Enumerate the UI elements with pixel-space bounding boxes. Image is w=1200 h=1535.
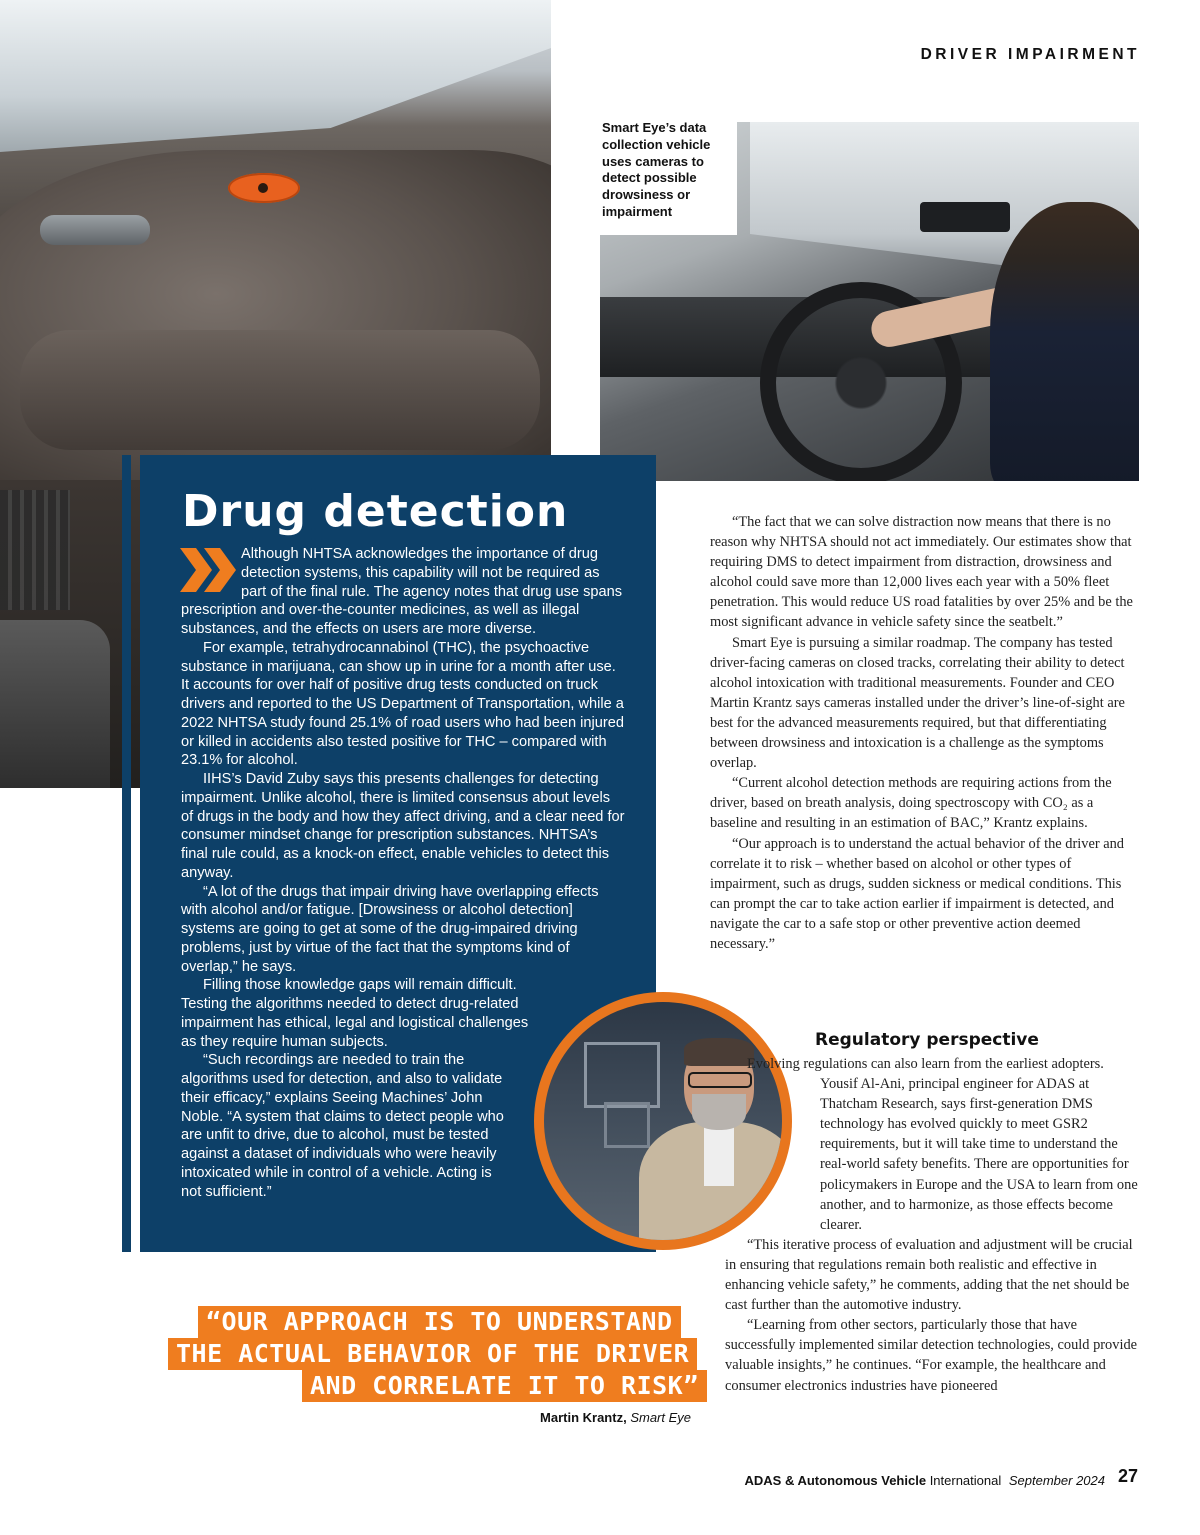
keypad xyxy=(0,490,70,610)
pull-quote-line: THE ACTUAL BEHAVIOR OF THE DRIVER xyxy=(168,1338,697,1370)
body-paragraph: “The fact that we can solve distraction now means that there is no reason why NHTSA should not act immediately. Our estimates show that requiring DMS to detect impairment from distraction, drowsiness and alcohol could save more than 12,000 lives each year with a 50% fleet penetration. This would reduce US road fatalities by over 25% and be the most significant advance in vehicle safety since the seatbelt.” xyxy=(710,514,1133,631)
body-paragraph: Evolving regulations can also learn from the earliest adopters. Yousif Al-Ani, principal engineer for ADAS at Thatcham Research, says first-generation DMS technology has evolved quickly to meet GSR2 requirements, but it will take time to understand the real-world safety benefits. There are opportunities for policymakers in Europe and the USA to learn from one another, and to harmonize, as those effects become clearer. xyxy=(747,1056,1138,1233)
body-paragraph: “This iterative process of evaluation and adjustment will be crucial in ensuring that regulations remain both realistic and effective in enhancing vehicle safety,” he comments, adding that the net should be cast further than the automotive industry. xyxy=(725,1236,1133,1314)
panel-paragraph: Filling those knowledge gaps will remain difficult. Testing the algorithms needed to detect drug-related impairment has ethical, legal and logistical challenges as they require human subjects. xyxy=(181,977,529,1050)
regulatory-column xyxy=(725,1054,1140,1396)
page-number: 27 xyxy=(1118,1466,1139,1486)
body-paragraph: “Learning from other sectors, particularly those that have successfully implemented similar detection technologies, could provide valuable insights,” he continues. “For example, the healthcare and consumer electronics industries have pioneered xyxy=(725,1317,1138,1394)
section-label: DRIVER IMPAIRMENT xyxy=(920,46,1140,63)
camera-rig xyxy=(920,202,1010,232)
panel-title: Drug detection xyxy=(182,486,569,537)
panel-paragraph: “A lot of the drugs that impair driving have overlapping effects with alcohol and/or fatigue. [Drowsiness or alcohol detection] systems are going to get at some of the drug-impaired driving problems, just by virtue of the fact that the symptoms kind of overlap,” he says. xyxy=(181,883,599,975)
body-paragraph: “Our approach is to understand the actual behavior of the driver and correlate it to risk – whether based on alcohol or other types of impairment, such as drugs, sudden sickness or medical conditions. This can prompt the car to take action earlier if impairment is detected, and navigate the car to a safe stop or other preventive action deemed necessary.” xyxy=(710,835,1124,952)
panel-paragraph: “Such recordings are needed to train the algorithms used for detection, and also to validate their efficacy,” explains Seeing Machines’ John Noble. “A system that claims to detect people who are unfit to drive, due to alcohol, must be tested against a dataset of individuals who were heavily intoxicated while in control of a vehicle. Acting is not sufficient.” xyxy=(181,1052,504,1200)
car-window xyxy=(0,0,551,160)
pull-quote-line: “OUR APPROACH IS TO UNDERSTAND xyxy=(198,1306,681,1338)
armrest xyxy=(20,330,540,450)
panel-paragraph: For example, tetrahydrocannabinol (THC), the psychoactive substance in marijuana, can show up in urine for a month after use. It accounts for over half of positive drug tests conducted on truck drivers and reported to the US Department of Transportation, while a 2022 NHTSA study found 25.1% of road users who had been injured or killed in accidents also tested positive for THC – compared with 23.1% for alcohol. xyxy=(181,639,624,769)
photo-caption: Smart Eye’s data collection vehicle uses cameras to detect possible drowsiness or impairment xyxy=(602,120,711,219)
attribution-org: Smart Eye xyxy=(630,1410,691,1425)
door-handle xyxy=(40,215,150,245)
pull-quote-attribution xyxy=(540,1410,691,1425)
body-paragraph: Smart Eye is pursuing a similar roadmap. The company has tested driver-facing cameras on closed tracks, correlating their ability to detect alcohol intoxication with traditional measurements. Founder and CEO Martin Krantz says cameras installed under the driver’s line-of-sight are best for the advanced measurements required, but that differentiating between drowsiness and intoxication is a challenge as the symptoms overlap. xyxy=(710,634,1125,772)
footer xyxy=(745,1473,1105,1488)
panel-paragraph: Although NHTSA acknowledges the importance of drug detection systems, this capability will not be required as part of the final rule. The agency notes that drug use spans prescription and over-the-counter medicines, as well as illegal substances, and the effects on users are more diverse. xyxy=(181,546,623,637)
panel-accent-bar xyxy=(122,455,131,1252)
center-console xyxy=(0,620,110,788)
subheading: Regulatory perspective xyxy=(815,1030,1039,1050)
publication-suffix: International xyxy=(929,1473,1002,1488)
body-paragraph: “Current alcohol detection methods are requiring actions from the driver, based on breath analysis, doing spectroscopy with CO₂ as a baseline and resulting in an estimation of BAC,” Krantz explains. xyxy=(710,775,1112,832)
panel-paragraph: IIHS’s David Zuby says this presents challenges for detecting impairment. Unlike alcohol, there is limited consensus about levels of drugs in the body and how they affect driving, and a clear need for consumer mindset change for prescription substances. NHTSA’s final rule could, as a knock-on effect, enable vehicles to detect this anyway. xyxy=(181,771,625,881)
sensor-lens xyxy=(258,183,268,193)
driver xyxy=(990,202,1139,481)
issue-date: September 2024 xyxy=(1008,1473,1105,1488)
publication-name: ADAS & Autonomous Vehicle xyxy=(744,1473,927,1488)
pull-quote-line: AND CORRELATE IT TO RISK” xyxy=(302,1370,707,1402)
attribution-name: Martin Krantz, xyxy=(540,1410,627,1425)
right-column xyxy=(710,512,1140,954)
